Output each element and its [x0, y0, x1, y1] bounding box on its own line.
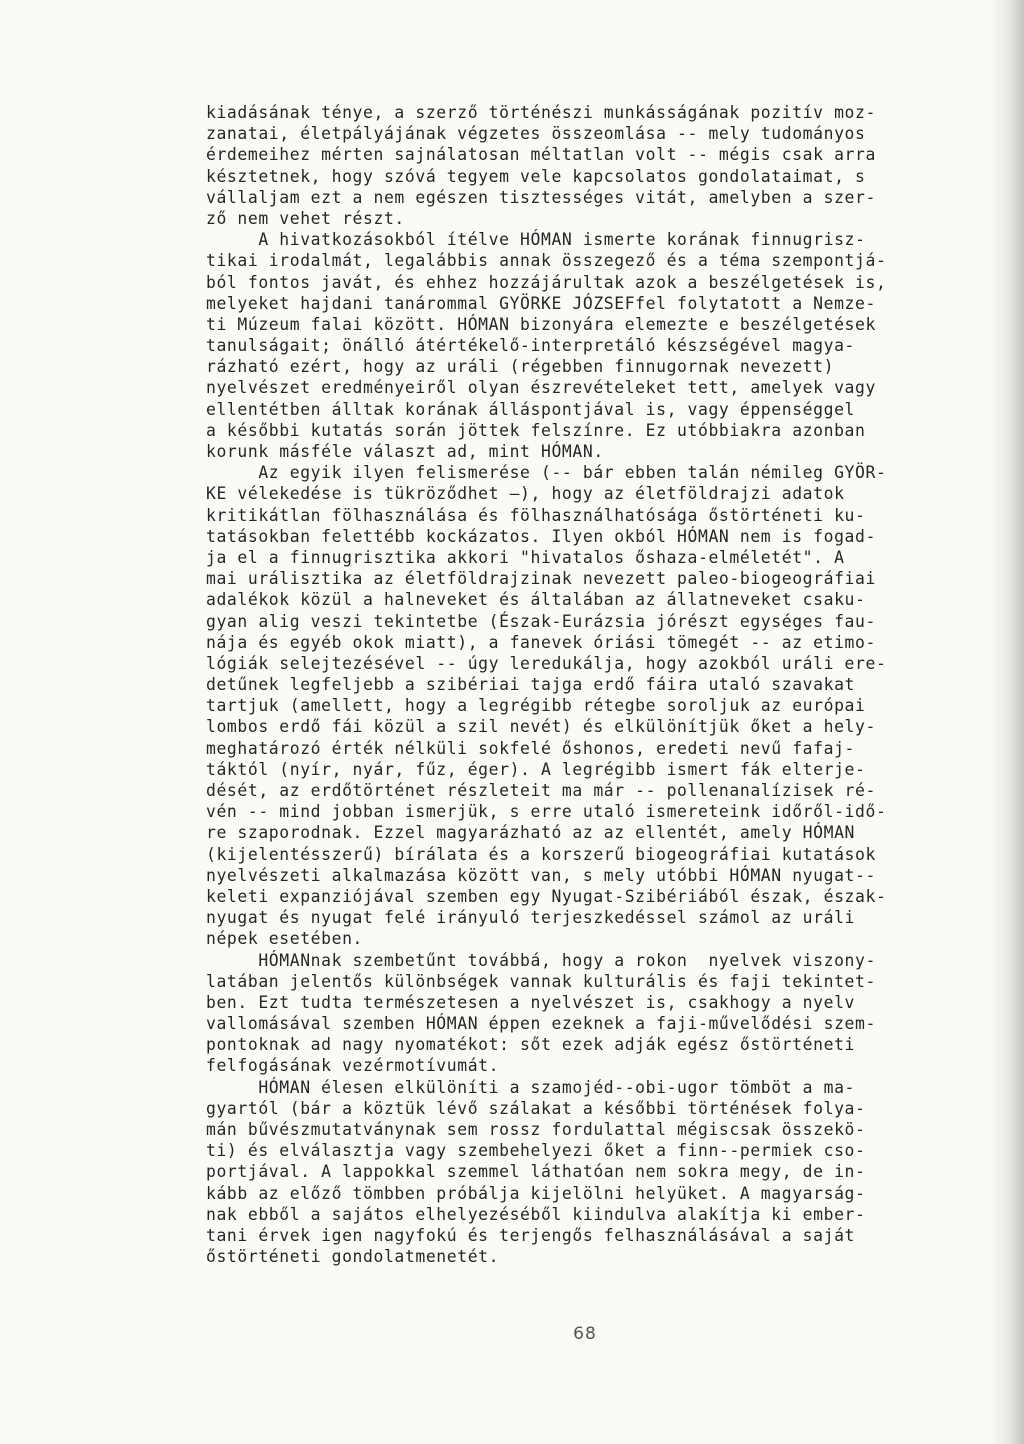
text-line: nak ebből a sajátos elhelyezéséből kiindulva alakítja ki ember- [206, 1204, 866, 1224]
text-line: gyan alig veszi tekintetbe (Észak-Eurázsia jórészt egységes fau- [206, 611, 876, 631]
text-line: ző nem vehet részt. [206, 208, 405, 228]
text-line: A hivatkozásokból ítélve HÓMAN ismerte korának finnugrisz- [206, 230, 866, 250]
text-line: lombos erdő fái közül a szil nevét) és elkülönítjük őket a hely- [206, 717, 876, 737]
text-line: korunk másféle választ ad, mint HÓMAN. [206, 442, 604, 461]
text-line: népek esetében. [206, 929, 364, 949]
text-line: nyugat és nyugat felé irányuló terjeszkedéssel számol az uráli [206, 908, 856, 928]
text-line: őstörténeti gondolatmenetét. [206, 1247, 500, 1267]
text-line: tatásokban felettébb kockázatos. Ilyen okból HÓMAN nem is fogad- [206, 526, 876, 546]
text-line: Az egyik ilyen felismerése (-- bár ebben talán némileg GYÖR- [206, 463, 887, 483]
text-line: késztetnek, hogy szóvá tegyem vele kapcsolatos gondolataimat, s [206, 166, 866, 186]
text-line: tani érvek igen nagyfokú és terjengős felhasználásával a saját [206, 1225, 856, 1245]
text-line: keleti expanziójával szemben egy Nyugat-Szibériából észak, észak- [206, 886, 887, 906]
text-line: ti Múzeum falai között. HÓMAN bizonyára elemezte e beszélgetések [206, 314, 876, 334]
text-line: mán bűvészmutatványnak sem rossz fordulattal mégiscsak összekö- [206, 1120, 866, 1139]
text-line: pontoknak ad nagy nyomatékot: sőt ezek adják egész őstörténeti [206, 1035, 856, 1055]
text-line: nyelvészeti alkalmazása között van, s mely utóbbi HÓMAN nyugat-- [206, 865, 876, 885]
text-line: ti) és elválasztja vagy szembehelyezi őket a finn--permiek cso- [206, 1141, 866, 1161]
text-line: mai urálisztika az életföldrajzinak nevezett paleo-biogeográfiai [206, 569, 876, 589]
text-line: gyartól (bár a köztük lévő szálakat a későbbi történések folya- [206, 1098, 866, 1118]
text-line: ból fontos javát, és ehhez hozzájárultak azok a beszélgetések is, [206, 272, 887, 292]
text-line: HÓMANnak szembetűnt továbbá, hogy a rokon nyelvek viszony- [206, 950, 876, 970]
text-line: KE vélekedése is tükröződhet —), hogy az életföldrajzi adatok [206, 484, 845, 504]
text-line: táktól (nyír, nyár, fűz, éger). A legrégibb ismert fák elterje- [206, 759, 866, 779]
text-line: tanulságait; önálló átértékelő-interpretáló készségével magya- [206, 336, 856, 356]
text-line: ja el a finnugrisztika akkori "hivatalos őshaza-elméletét". A [206, 547, 845, 567]
text-line: HÓMAN élesen elkülöníti a szamojéd--obi-ugor tömböt a ma- [206, 1077, 856, 1097]
text-line: lógiák selejtezésével -- úgy leredukálja, hogy azokból uráli ere- [206, 653, 887, 673]
text-line: felfogásának vezérmotívumát. [206, 1056, 500, 1076]
text-line: a későbbi kutatás során jöttek felszínre. Ez utóbbiakra azonban [206, 420, 866, 440]
text-line: portjával. A lappokkal szemmel láthatóan nem sokra megy, de in- [206, 1162, 866, 1182]
text-line: melyeket hajdani tanárommal GYÖRKE JÓZSEFfel folytatott a Nemze- [206, 293, 876, 313]
text-line: vén -- mind jobban ismerjük, s erre utaló ismereteink időről-idő- [206, 802, 887, 822]
text-line: nyelvészet eredményeiről olyan észrevételeket tett, amelyek vagy [206, 378, 876, 398]
text-line: kább az előző tömbben próbálja kijelölni helyüket. A magyarság- [206, 1183, 866, 1203]
text-line: ellentétben álltak korának álláspontjával is, vagy éppenséggel [206, 399, 856, 419]
text-line: kiadásának ténye, a szerző történészi munkásságának pozitív moz- [206, 103, 876, 122]
text-line: tartjuk (amellett, hogy a legrégibb rétegbe soroljuk az európai [206, 696, 866, 716]
text-line: érdemeihez mérten sajnálatosan méltatlan volt -- mégis csak arra [206, 145, 876, 165]
text-line: re szaporodnak. Ezzel magyarázható az az ellentét, amely HÓMAN [206, 823, 856, 843]
text-line: meghatározó érték nélküli sokfelé őshonos, eredeti nevű fafaj- [206, 738, 856, 758]
text-line: dését, az erdőtörténet részleteit ma már -- pollenanalízisek ré- [206, 781, 876, 800]
text-line: (kijelentésszerű) bírálata és a korszerű biogeográfiai kutatások [206, 844, 876, 864]
text-line: latában jelentős különbségek vannak kulturális és faji tekintet- [206, 971, 876, 991]
text-line: rázható ezért, hogy az uráli (régebben finnugornak nevezett) [206, 357, 835, 377]
text-line: vállaljam ezt a nem egészen tisztességes vitát, amelyben a szer- [206, 187, 876, 207]
body-text [206, 102, 996, 1267]
text-line: zanatai, életpályájának végzetes összeomlása -- mely tudományos [206, 124, 866, 144]
text-line: adalékok közül a halneveket és általában az állatneveket csaku- [206, 590, 866, 610]
text-line: ben. Ezt tudta természetesen a nyelvészet is, csakhogy a nyelv [206, 992, 856, 1012]
text-line: detűnek legfeljebb a szibériai tajga erdő fáira utaló szavakat [206, 675, 856, 695]
text-line: kritikátlan fölhasználása és fölhasználhatósága őstörténeti ku- [206, 505, 866, 525]
page-number: 68 [573, 1324, 597, 1344]
text-line: tikai irodalmát, legalábbis annak összegező és a téma szempontjá- [206, 251, 887, 271]
text-line: nája és egyéb okok miatt), a fanevek óriási tömegét -- az etimo- [206, 632, 876, 652]
text-line: vallomásával szemben HÓMAN éppen ezeknek a faji-művelődési szem- [206, 1014, 876, 1034]
